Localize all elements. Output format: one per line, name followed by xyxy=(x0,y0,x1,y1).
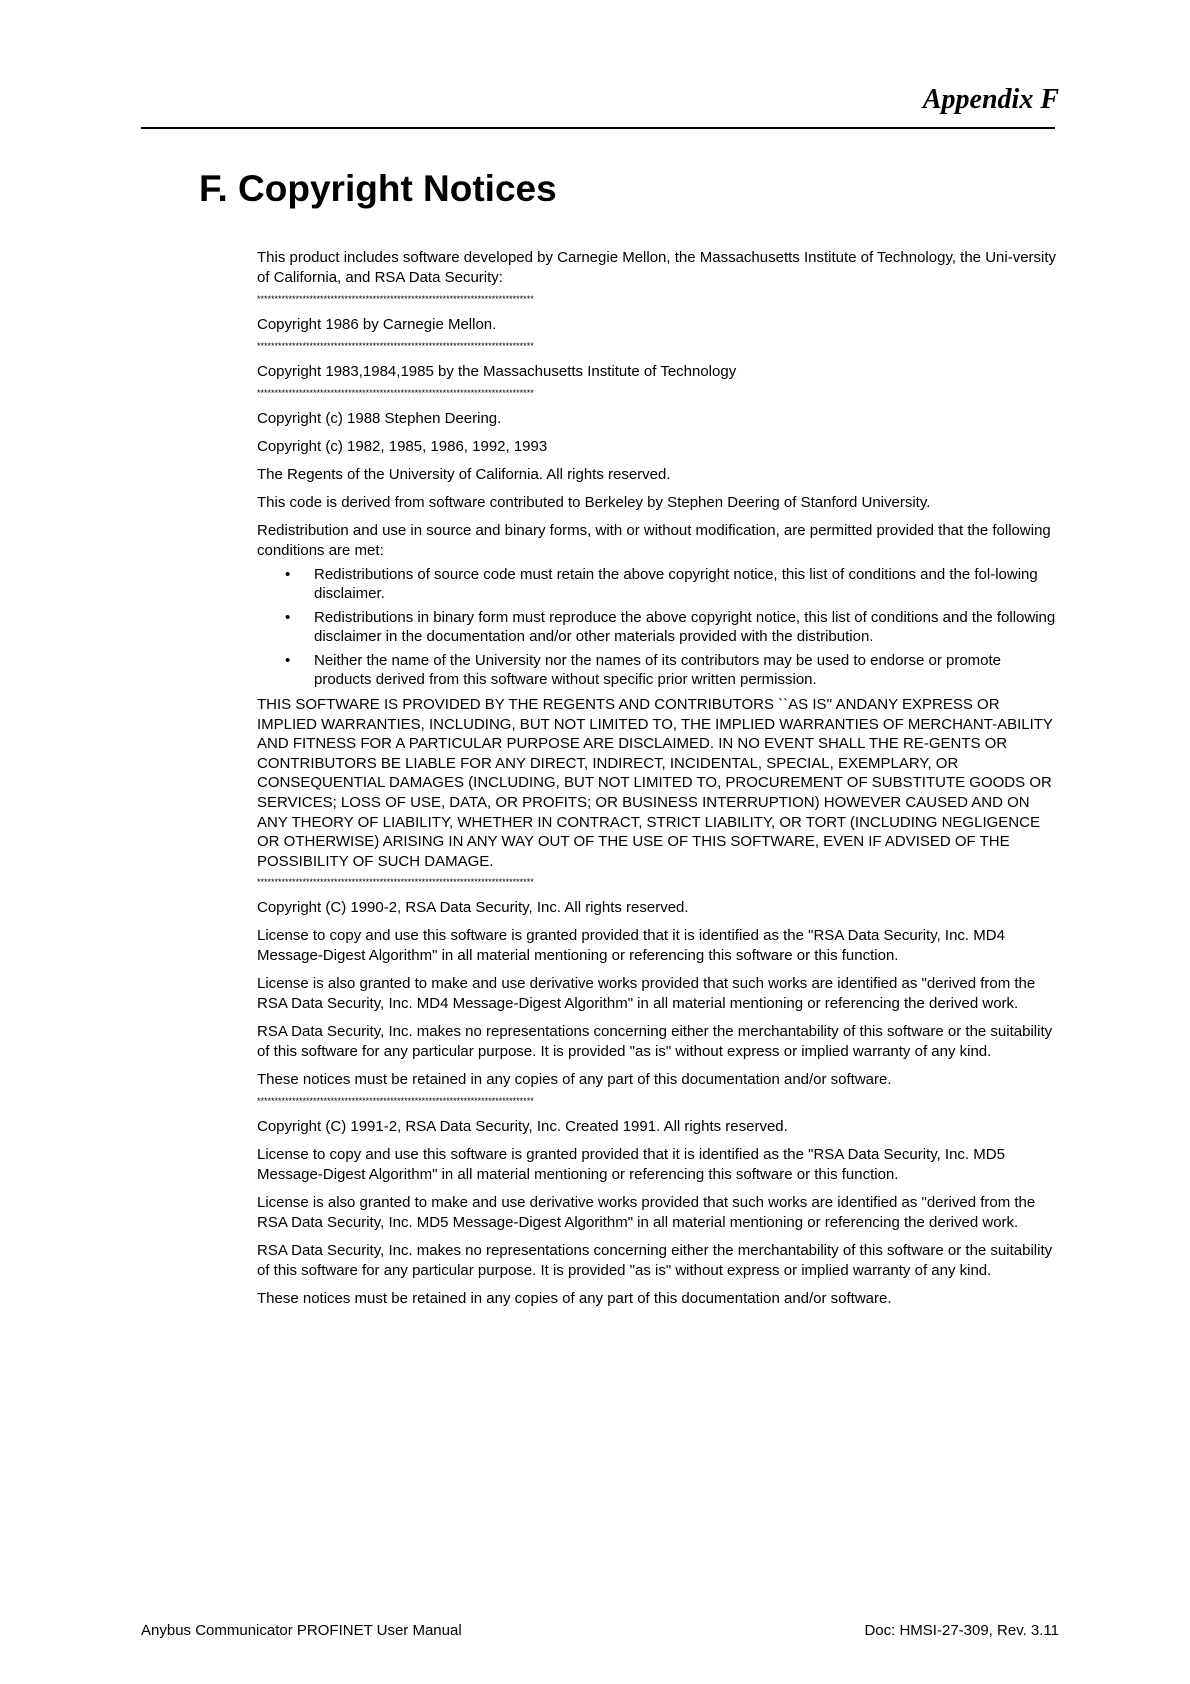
list-item-text: Redistributions in binary form must reproduce the above copyright notice, this list of conditions and the following disclaimer in the documentation and/or other materials provided with the distribution. xyxy=(314,609,1056,645)
separator: ******************************************************************************* xyxy=(257,1096,534,1107)
md5-derivative: License is also granted to make and use derivative works provided that such works are identified as "derived from the RSA Data Security, Inc. MD5 Message-Digest Algorithm" in all material mentioning or referencing the derived work. xyxy=(257,1194,1036,1232)
list-item xyxy=(257,651,1057,689)
md5-retain-notice: These notices must be retained in any copies of any part of this documentation and/or software. xyxy=(257,1290,892,1308)
page-title: F. Copyright Notices xyxy=(199,168,557,209)
separator: ******************************************************************************* xyxy=(257,341,534,351)
separator: ******************************************************************************* xyxy=(257,294,534,304)
bullet-icon: • xyxy=(285,566,291,583)
page-body xyxy=(257,248,1057,1317)
berkeley-derived: This code is derived from software contributed to Berkeley by Stephen Deering of Stanford University. xyxy=(257,494,931,511)
list-item xyxy=(257,608,1057,646)
list-item xyxy=(257,565,1057,603)
md5-no-representations: RSA Data Security, Inc. makes no representations concerning either the merchantability of this software or the suitability of this software for any particular purpose. It is provided "as is" without express or implied warranty of any kind. xyxy=(257,1242,1053,1280)
footer-manual-title: Anybus Communicator PROFINET User Manual xyxy=(141,1622,462,1639)
md4-license: License to copy and use this software is granted provided that it is identified as the "RSA Data Security, Inc. MD4 Message-Digest Algorithm" in all material mentioning or referencing this software or this function. xyxy=(257,927,1005,965)
warranty-disclaimer: THIS SOFTWARE IS PROVIDED BY THE REGENTS AND CONTRIBUTORS ``AS IS'' ANDANY EXPRESS OR IMPLIED WARRANTIES, INCLUDING, BUT NOT LIMITED TO, THE IMPLIED WARRANTIES OF MERCHANT-ABILITY AND FITNESS FOR A PARTICULAR PURPOSE ARE DISCLAIMED. IN NO EVENT SHALL THE RE-GENTS OR CONTRIBUTORS BE LIABLE FOR ANY DIRECT, INDIRECT, INCIDENTAL, SPECIAL, EXEMPLARY, OR CONSEQUENTIAL DAMAGES (INCLUDING, BUT NOT LIMITED TO, PROCUREMENT OF SUBSTITUTE GOODS OR SERVICES; LOSS OF USE, DATA, OR PROFITS; OR BUSINESS INTERRUPTION) HOWEVER CAUSED AND ON ANY THEORY OF LIABILITY, WHETHER IN CONTRACT, STRICT LIABILITY, OR TORT (INCLUDING NEGLIGENCE OR OTHERWISE) ARISING IN ANY WAY OUT OF THE USE OF THIS SOFTWARE, EVEN IF ADVISED OF THE POSSIBILITY OF SUCH DAMAGE. xyxy=(257,696,1053,870)
md4-no-representations: RSA Data Security, Inc. makes no representations concerning either the merchantability of this software or the suitability of this software for any particular purpose. It is provided "as is" without express or implied warranty of any kind. xyxy=(257,1023,1053,1061)
intro-paragraph: This product includes software developed by Carnegie Mellon, the Massachusetts Institute of Technology, the Uni-versity of California, and RSA Data Security: xyxy=(257,249,1057,286)
md5-copyright: Copyright (C) 1991-2, RSA Data Security, Inc. Created 1991. All rights reserved. xyxy=(257,1118,788,1136)
separator: ******************************************************************************* xyxy=(257,388,534,398)
running-header-section: Appendix F xyxy=(922,84,1059,115)
list-item-text: Neither the name of the University nor the names of its contributors may be used to endorse or promote products derived from this software without specific prior written permission. xyxy=(314,652,1002,688)
berkeley-copyright-deering: Copyright (c) 1988 Stephen Deering. xyxy=(257,410,502,427)
md4-retain-notice: These notices must be retained in any copies of any part of this documentation and/or software. xyxy=(257,1071,892,1089)
bullet-icon: • xyxy=(285,652,291,669)
bullet-icon: • xyxy=(285,609,291,626)
berkeley-copyright-years: Copyright (c) 1982, 1985, 1986, 1992, 1993 xyxy=(257,438,548,455)
md4-copyright: Copyright (C) 1990-2, RSA Data Security, Inc. All rights reserved. xyxy=(257,899,689,917)
mit-copyright: Copyright 1983,1984,1985 by the Massachusetts Institute of Technology xyxy=(257,363,737,380)
cmu-copyright: Copyright 1986 by Carnegie Mellon. xyxy=(257,316,497,333)
berkeley-regents: The Regents of the University of California. All rights reserved. xyxy=(257,466,671,483)
separator: ******************************************************************************* xyxy=(257,877,534,888)
berkeley-redistribution: Redistribution and use in source and binary forms, with or without modification, are permitted provided that the following conditions are met: xyxy=(257,522,1051,559)
footer-doc-number: Doc: HMSI-27-309, Rev. 3.11 xyxy=(864,1622,1059,1639)
list-item-text: Redistributions of source code must retain the above copyright notice, this list of conditions and the fol-lowing disclaimer. xyxy=(314,566,1038,602)
header-rule xyxy=(141,127,1055,129)
conditions-list xyxy=(257,565,1057,689)
md5-license: License to copy and use this software is granted provided that it is identified as the "RSA Data Security, Inc. MD5 Message-Digest Algorithm" in all material mentioning or referencing this software or this function. xyxy=(257,1146,1005,1184)
md4-derivative: License is also granted to make and use derivative works provided that such works are identified as "derived from the RSA Data Security, Inc. MD4 Message-Digest Algorithm" in all material mentioning or referencing the derived work. xyxy=(257,975,1036,1013)
